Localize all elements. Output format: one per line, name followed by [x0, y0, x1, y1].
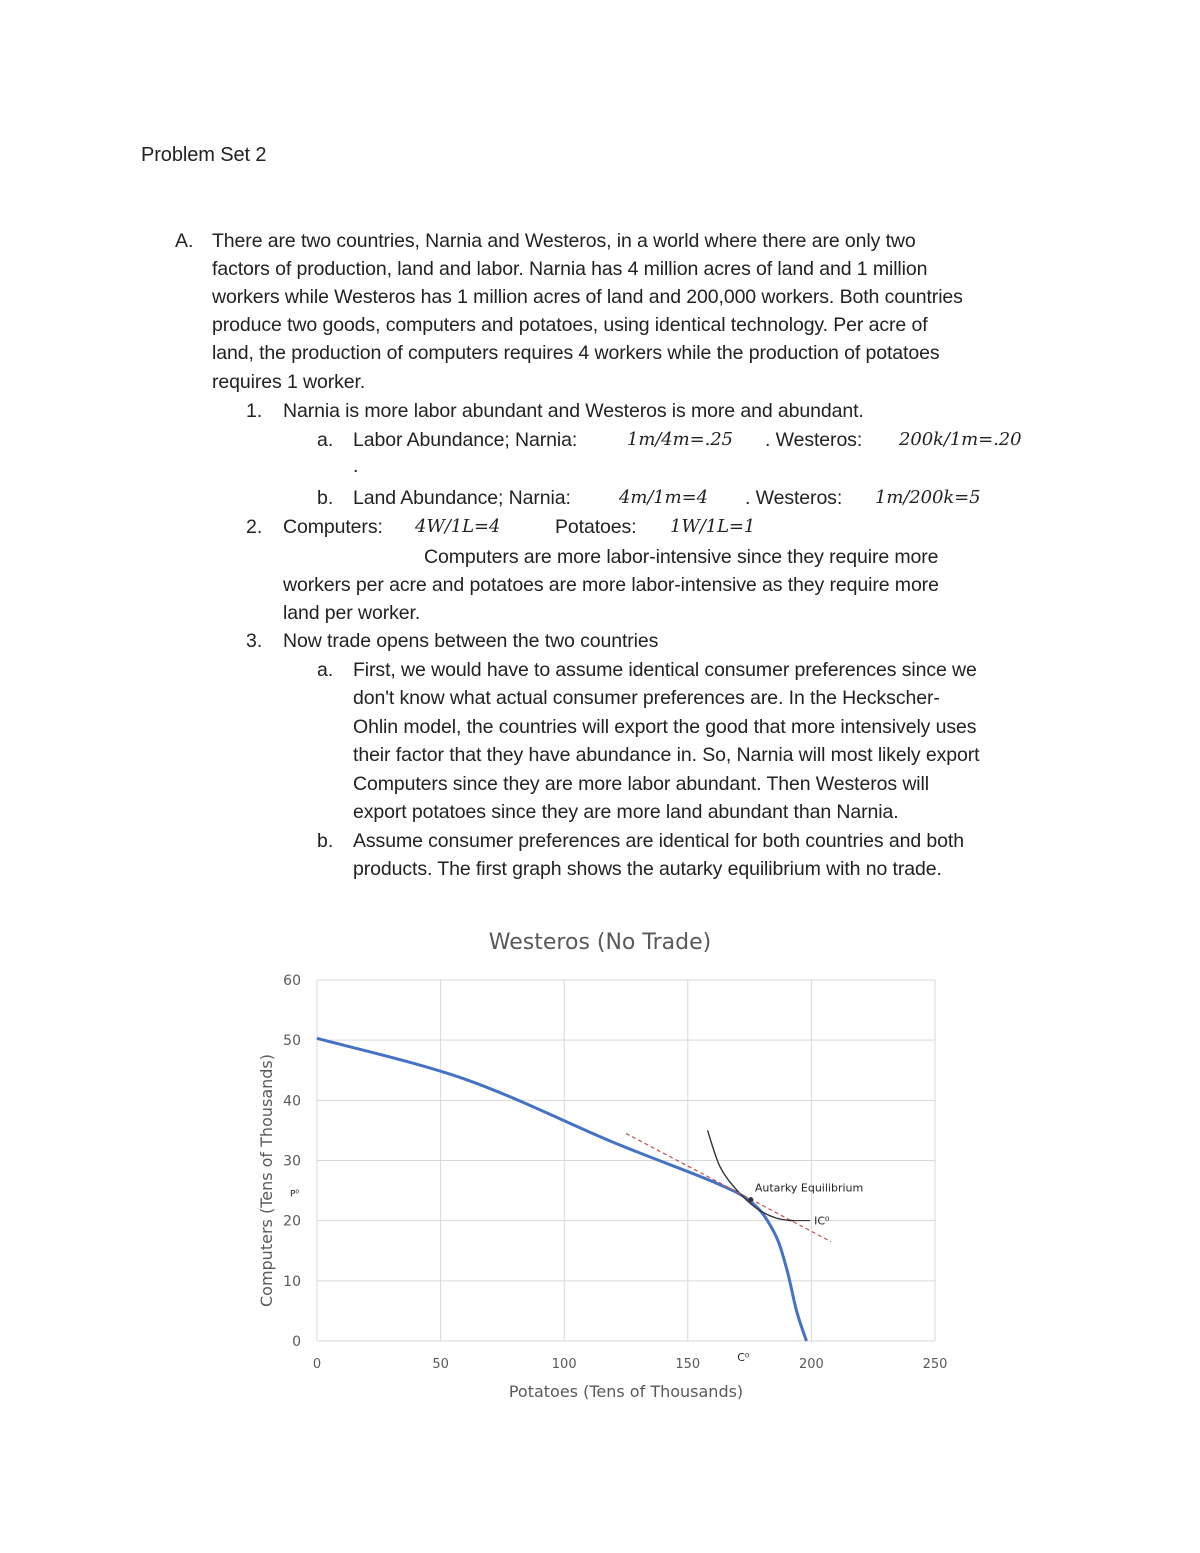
item-2-line: workers per acre and potatoes are more labor-intensive as they require more: [283, 574, 939, 596]
x-tick-labels: [313, 1357, 948, 1372]
potatoes-ratio: 1W/1L=1: [670, 516, 756, 537]
westeros-land-ratio: 1m/200k=5: [875, 487, 981, 508]
item-3b-marker: b.: [317, 830, 334, 852]
westeros-label: . Westeros:: [765, 429, 863, 451]
item-3a-line: Computers since they are more labor abundant. Then Westeros will: [353, 773, 930, 795]
item-1b-marker: b.: [317, 487, 334, 509]
section-a-marker: A.: [175, 230, 194, 252]
x-tick-label: 50: [432, 1357, 449, 1372]
y-tick-label: 10: [283, 1273, 301, 1290]
x-tick-label: 200: [798, 1357, 824, 1372]
c-label: C⁰: [737, 1351, 750, 1364]
y-axis-label: Computers (Tens of Thousands): [257, 1053, 276, 1308]
item-1-marker: 1.: [246, 400, 263, 422]
x-tick-label: 0: [312, 1357, 322, 1372]
item-3b-line: products. The first graph shows the autarky equilibrium with no trade.: [353, 858, 942, 880]
computers-label: Computers:: [283, 516, 383, 538]
y-tick-label: 40: [283, 1093, 301, 1110]
equilibrium-point: [748, 1197, 753, 1202]
item-2-line: Computers are more labor-intensive since they require more: [424, 546, 939, 568]
x-tick-label: 100: [551, 1357, 577, 1372]
westeros-label: . Westeros:: [745, 487, 843, 509]
item-2-marker: 2.: [246, 516, 263, 538]
page-title: Problem Set 2: [141, 144, 267, 166]
labor-abundance-label: Labor Abundance; Narnia:: [353, 429, 578, 451]
item-3-marker: 3.: [246, 630, 263, 652]
land-abundance-label: Land Abundance; Narnia:: [353, 487, 571, 509]
section-a-line: factors of production, land and labor. Narnia has 4 million acres of land and 1 million: [212, 258, 928, 280]
x-tick-label: 250: [922, 1357, 948, 1372]
item-1a-marker: a.: [317, 429, 334, 451]
section-a-line: produce two goods, computers and potatoes, using identical technology. Per acre of: [212, 314, 928, 336]
y-tick-label: 20: [283, 1213, 301, 1230]
y-tick-label: 0: [292, 1334, 301, 1350]
section-a-line: There are two countries, Narnia and Westeros, in a world where there are only two: [212, 230, 916, 252]
autarky-equilibrium-label: Autarky Equilibrium: [754, 1181, 864, 1195]
item-1-text: Narnia is more labor abundant and Westeros is more and abundant.: [283, 400, 864, 422]
narnia-labor-ratio: 1m/4m=.25: [627, 429, 733, 450]
p-label: P⁰: [290, 1189, 300, 1200]
item-3a-line: Ohlin model, the countries will export the good that more intensively uses: [353, 716, 977, 738]
x-axis-label: Potatoes (Tens of Thousands): [508, 1382, 744, 1401]
y-tick-label: 50: [283, 1033, 301, 1050]
item-3b-line: Assume consumer preferences are identical for both countries and both: [353, 830, 964, 852]
item-2-line: land per worker.: [283, 602, 421, 624]
item-3a-line: export potatoes since they are more land abundant than Narnia.: [353, 801, 899, 823]
westeros-chart: [240, 915, 970, 1415]
section-a-line: requires 1 worker.: [212, 371, 366, 393]
section-a-line: land, the production of computers requires 4 workers while the production of potatoes: [212, 342, 940, 364]
chart-grid: [317, 980, 935, 1341]
potatoes-label: Potatoes:: [555, 516, 637, 538]
y-tick-label: 30: [283, 1153, 301, 1170]
narnia-land-ratio: 4m/1m=4: [619, 487, 708, 508]
item-3-text: Now trade opens between the two countries: [283, 630, 659, 652]
section-a-line: workers while Westeros has 1 million acres of land and 200,000 workers. Both countries: [212, 286, 963, 308]
ic-label: IC⁰: [814, 1214, 830, 1228]
item-3a-marker: a.: [317, 659, 334, 681]
computers-ratio: 4W/1L=4: [415, 516, 501, 537]
y-tick-label: 60: [283, 973, 301, 989]
item-3a-line: their factor that they have abundance in. So, Narnia will most likely export: [353, 744, 980, 766]
y-tick-labels: [283, 973, 301, 1350]
indifference-curve: [708, 1130, 795, 1220]
westeros-labor-ratio: 200k/1m=.20: [899, 429, 1022, 450]
chart-title: Westeros (No Trade): [488, 930, 712, 955]
trailing-period: .: [353, 455, 359, 477]
item-3a-line: First, we would have to assume identical consumer preferences since we: [353, 659, 977, 681]
item-3a-line: don't know what actual consumer preferences are. In the Heckscher-: [353, 687, 940, 709]
x-tick-label: 150: [675, 1357, 701, 1372]
